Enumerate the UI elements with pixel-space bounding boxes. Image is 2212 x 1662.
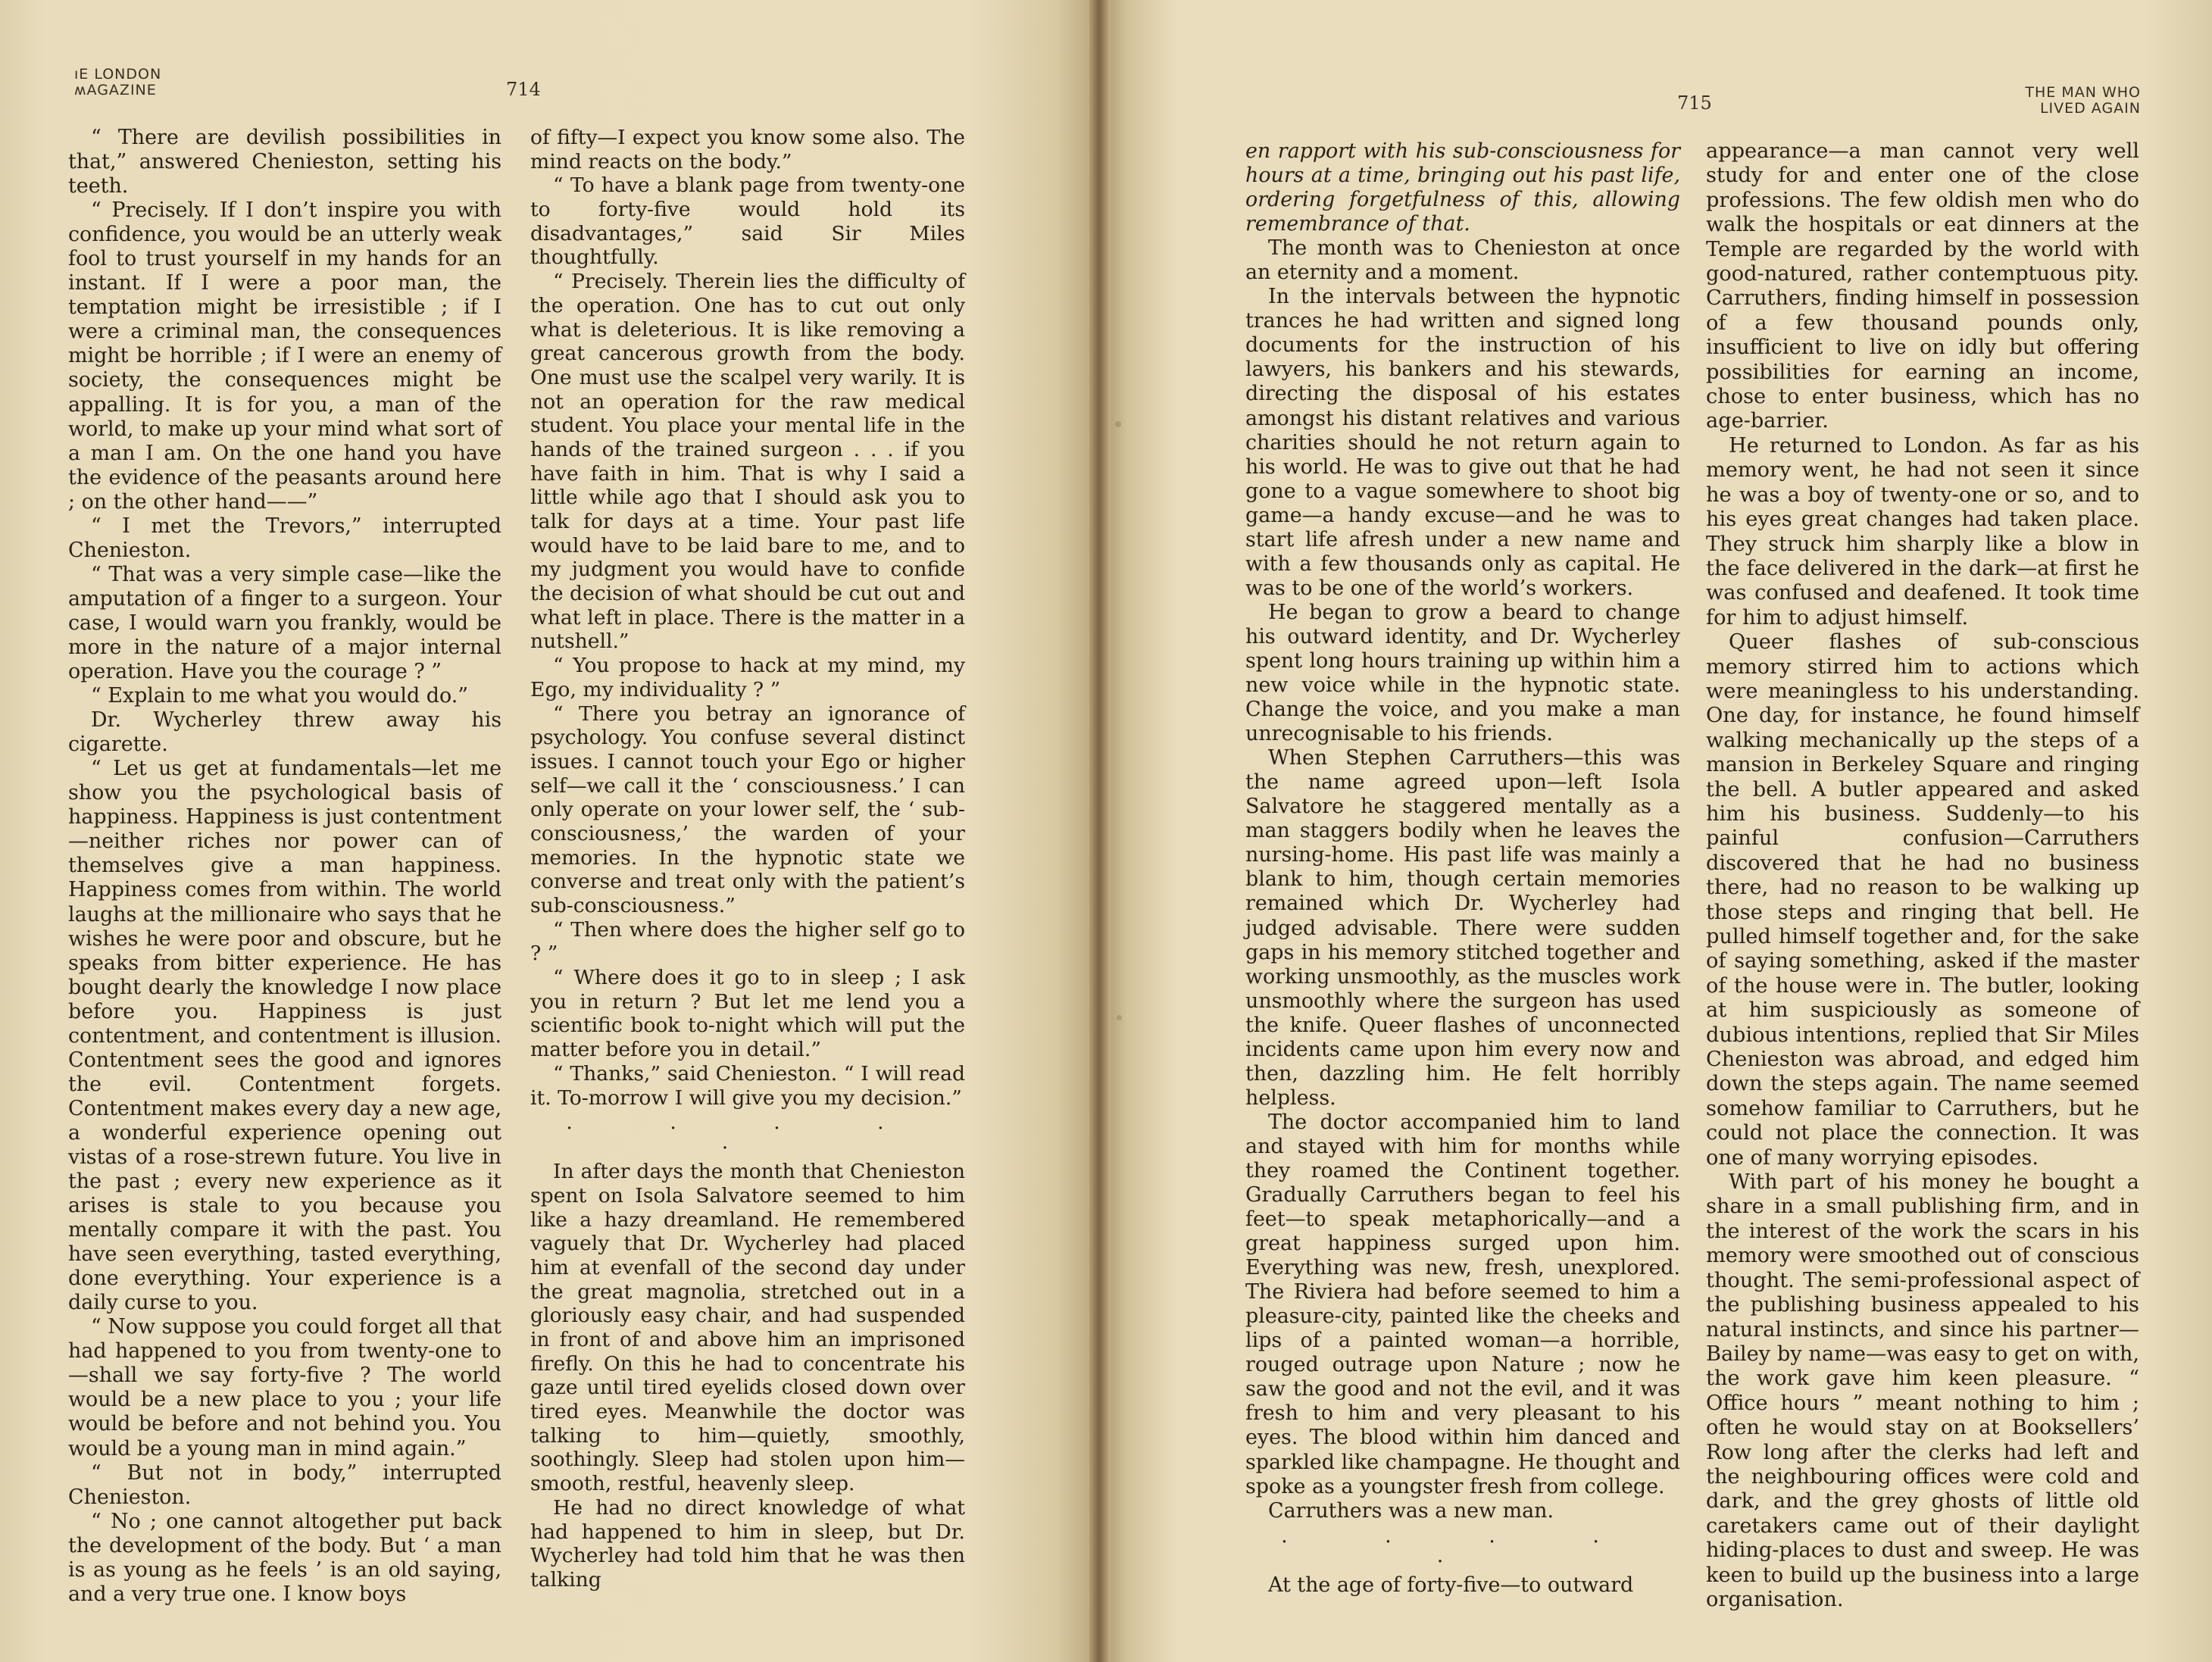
paragraph: Dr. Wycherley threw away his cigarette.: [68, 708, 501, 757]
page-speck: [1115, 421, 1121, 427]
paragraph: With part of his money he bought a share in a small publishing firm, and in the interest of the work the scars in his memory were smoothed out of conscious thought. The semi-professional aspect of the publishing business appealed to his natural instincts, and since his partner—Bailey by name—was easy to get on with, the work gave him keen pleasure. “ Office hours ” meant nothing to him ; often he would stay on at Booksellers’ Row long after the clerks had left and the neighbouring offices were cold and dark, and the grey ghosts of little old caretakers came out of their daylight hiding-places to dust and sweep. He was keen to build up the business into a large organisation.: [1706, 1170, 2139, 1611]
paragraph: “ But not in body,” interrupted Chenieston.: [68, 1460, 501, 1509]
paragraph: “ Precisely. Therein lies the difficulty of the operation. One has to cut out only what is deleterious. It is like removing a great cancerous growth from the body. One must use the scalpel very warily. It is not an operation for the raw medical student. You place your mental life in the hands of the trained surgeon . . . if you have faith in him. That is why I said a little while ago that I should ask you to talk for days at a time. Your past life would have to be laid bare to me, and to my judgment you would have to confide the decision of what should be cut out and what left in place. There is the matter in a nutshell.”: [530, 270, 965, 654]
paragraph: Queer flashes of sub-conscious memory stirred him to actions which were meaningless to his understanding. One day, for instance, he found himself walking mechanically up the steps of a mansion in Berkeley Square and ringing the bell. A butler appeared and asked him his business. Suddenly—to his painful confusion—Carruthers discovered that he had no business there, had no reason to be walking up those steps and ringing that bell. He pulled himself together and, for the sake of saying something, asked if the master of the house were in. The butler, looking at him suspiciously as someone of dubious intentions, replied that Sir Miles Chenieston was abroad, and edged him down the steps again. The name seemed somehow familiar to Carruthers, but he could not place the connection. It was one of many worrying episodes.: [1706, 630, 2139, 1170]
paragraph: At the age of forty-five—to outward: [1268, 1573, 1634, 1597]
paragraph: “ Where does it go to in sleep ; I ask you in return ? But let me lend you a scientific book to-night which will put the matter before you in detail.”: [530, 966, 965, 1062]
right-page-number: 715: [1677, 92, 1712, 114]
paragraph: “ Precisely. If I don’t inspire you with confidence, you would be an utterly weak fool to trust yourself in my hands for an instant. If I were a poor man, the temptation might be irresistible ; if I were a criminal man, the consequences might be horrible ; if I were an enemy of society, the consequences might be appalling. It is for you, a man of the world, to make up your mind what sort of a man I am. On the one hand you have the evidence of the peasants around here ; on the other hand——”: [68, 198, 501, 514]
paragraph: “ Then where does the higher self go to ? ”: [530, 917, 965, 966]
right-column-2: [1706, 139, 2139, 1612]
paragraph: “ Thanks,” said Chenieston. “ I will read it. To-morrow I will give you my decision.”: [530, 1061, 965, 1110]
right-page: [1100, 0, 2212, 1662]
paragraph: en rapport with his sub-consciousness for hours at a time, bringing out his past life, ordering forgetfulness of this, allowing remembrance of that.: [1245, 139, 1680, 236]
paragraph: Carruthers was a new man.: [1268, 1498, 1554, 1523]
running-head-line-1: THE MAN WHO: [2025, 84, 2141, 101]
paragraph: “ There you betray an ignorance of psychology. You confuse several distinct issues. I cannot touch your Ego or higher self—we call it the ‘ consciousness.’ I can only operate on your lower self, the ‘ sub-consciousness,’ the warden of your memories. In the hypnotic state we converse and treat only with the patient’s sub-consciousness.”: [530, 701, 965, 917]
paragraph: He had no direct knowledge of what had happened to him in sleep, but Dr. Wycherley had told him that he was then talking: [530, 1495, 965, 1592]
left-column-1: [68, 126, 501, 1607]
paragraph: “ I met the Trevors,” interrupted Chenieston.: [68, 514, 501, 562]
paragraph: In the intervals between the hypnotic trances he had written and signed long documents for the instruction of his lawyers, his bankers and his stewards, directing the disposal of his estates amongst his distant relatives and various charities should he not return again to his world. He was to give out that he had gone to a vague somewhere to shoot big game—a handy excuse—and he was to start life afresh under a new name and with a few thousands only as capital. He was to be one of the world’s workers.: [1245, 285, 1680, 600]
right-column-1: [1245, 139, 1680, 1598]
paragraph: “ To have a blank page from twenty-one to forty-five would hold its disadvantages,” said Sir Miles thoughtfully.: [530, 173, 965, 270]
left-page-number: 714: [506, 79, 541, 100]
paragraph: He began to grow a beard to change his outward identity, and Dr. Wycherley spent long hours training up within him a new voice while in the hypnotic state. Change the voice, and you make a man unrecognisable to his friends.: [1245, 600, 1680, 746]
running-head-line-2: ʍAGAZINE: [74, 82, 157, 98]
paragraph: He returned to London. As far as his memory went, he had not seen it since he was a boy of twenty-one or so, and to his eyes great changes had taken place. They struck him sharply like a blow in the face delivered in the dark—at first he was confused and deafened. It took time for him to adjust himself.: [1706, 433, 2139, 629]
paragraph: “ Now suppose you could forget all that had happened to you from twenty-one to —shall we say forty-five ? The world would be a new place to you ; your life would be before and not behind you. You would be a young man in mind again.”: [68, 1315, 501, 1460]
left-running-head: [74, 67, 161, 98]
paragraph: of fifty—I expect you know some also. The mind reacts on the body.”: [530, 126, 965, 173]
running-head-line-1: ıE LONDON: [74, 66, 162, 83]
paragraph: “ There are devilish possibilities in that,” answered Chenieston, setting his teeth.: [68, 126, 501, 198]
left-column-2: [530, 126, 965, 1592]
paragraph: The doctor accompanied him to land and stayed with him for months while they roamed the Continent together. Gradually Carruthers began to feel his feet—to speak metaphorically—and a great happiness surged upon him. Everything was new, fresh, unexplored. The Riviera had before seemed to him a pleasure-city, painted like the cheeks and lips of a painted woman—a horrible, rouged outrage upon Nature ; now he saw the good and not the evil, and it was fresh to him and very pleasant to his eyes. The blood within him danced and sparkled like champagne. He thought and spoke as a youngster fresh from college.: [1245, 1110, 1680, 1498]
paragraph: When Stephen Carruthers—this was the name agreed upon—left Isola Salvatore he staggered mentally as a man staggers bodily when he leaves the nursing-home. His past life was mainly a blank to him, though certain memories remained which Dr. Wycherley had judged advisable. There were sudden gaps in his memory stitched together and working unsmoothly, as the muscles work unsmoothly where the surgeon has used the knife. Queer flashes of unconnected incidents came upon him every now and then, dazzling him. He felt horribly helpless.: [1245, 746, 1680, 1110]
paragraph: appearance—a man cannot very well study for and enter one of the close professions. The few oldish men who do walk the hospitals or eat dinners at the Temple are regarded by the world with good-natured, rather contemptuous pity. Carruthers, finding himself in possession of a few thousand pounds only, insufficient to live on idly but offering possibilities for earning an income, chose to enter business, which has no age-barrier.: [1706, 139, 2139, 433]
left-page: [0, 0, 1100, 1662]
paragraph: The month was to Chenieston at once an eternity and a moment.: [1245, 236, 1680, 285]
book-gutter: [1089, 0, 1111, 1662]
section-break: . . . . .: [566, 1111, 929, 1154]
right-running-head: [2025, 85, 2141, 117]
page-speck: [1117, 1015, 1122, 1020]
paragraph: “ No ; one cannot altogether put back the development of the body. But ‘ a man is as young as he feels ’ is an old saying, and a very true one. I know boys: [68, 1509, 501, 1606]
paragraph: “ You propose to hack at my mind, my Ego, my individuality ? ”: [530, 654, 965, 701]
running-head-line-2: LIVED AGAIN: [2039, 100, 2141, 117]
paragraph: “ Explain to me what you would do.”: [91, 684, 468, 708]
paragraph: In after days the month that Chenieston spent on Isola Salvatore seemed to him like a hazy dreamland. He remembered vaguely that Dr. Wycherley had placed him at evenfall of the second day under the great magnolia, stretched out in a gloriously easy chair, and had suspended in front of and above him an imprisoned firefly. On this he had to concentrate his gaze until tired eyelids closed down over tired eyes. Meanwhile the doctor was talking to him—quietly, smoothly, soothingly. Sleep had stolen upon him—smooth, restful, heavenly sleep.: [530, 1160, 965, 1496]
section-break: . . . . .: [1281, 1523, 1645, 1567]
paragraph: “ That was a very simple case—like the amputation of a finger to a surgeon. Your case, I would warn you frankly, would be more in the nature of a major internal operation. Have you the courage ? ”: [68, 562, 501, 684]
paragraph: “ Let us get at fundamentals—let me show you the psychological basis of happiness. Happiness is just contentment—neither riches nor power can of themselves give a man happiness. Happiness comes from within. The world laughs at the millionaire who says that he wishes he were poor and obscure, but he speaks from bitter experience. He has bought dearly the knowledge I now place before you. Happiness is just contentment, and contentment is illusion. Contentment sees the good and ignores the evil. Contentment forgets. Contentment makes every day a new age, a wonderful experience opening out vistas of a rose-strewn future. You live in the past ; every new experience as it arises is stale to you because you mentally compare it with the past. You have seen everything, tasted everything, done everything. Your experience is a daily curse to you.: [68, 757, 501, 1315]
